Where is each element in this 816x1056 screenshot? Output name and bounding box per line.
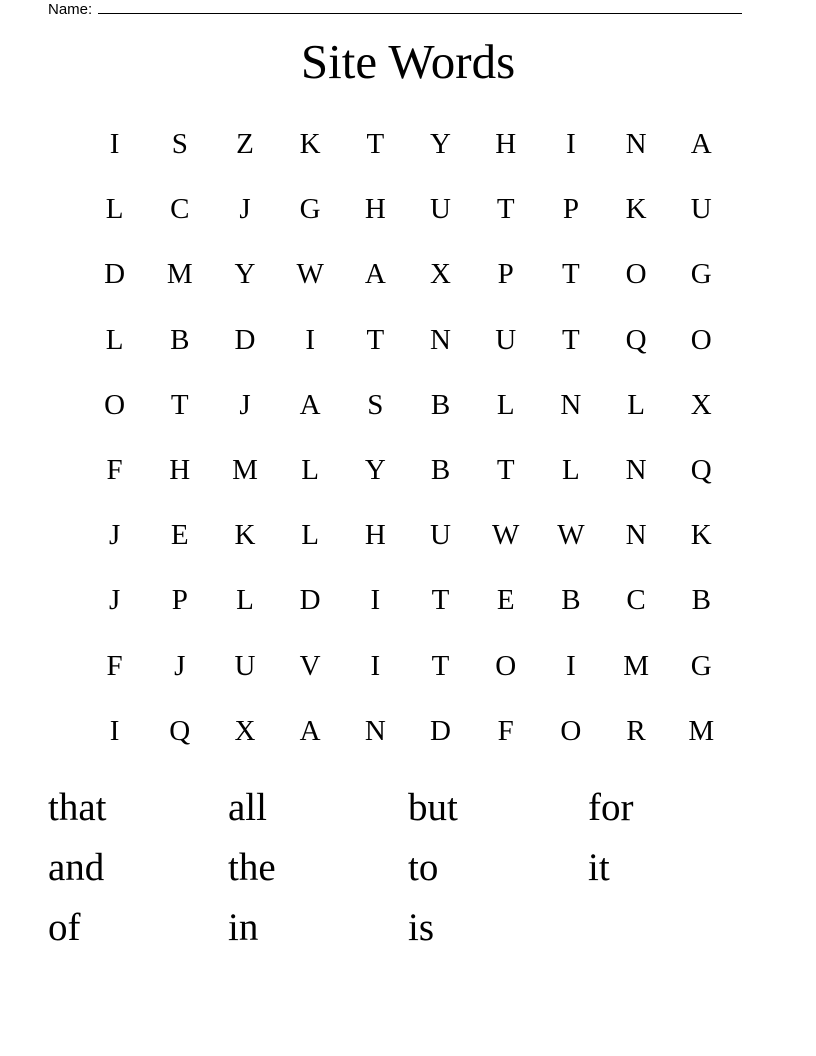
grid-letter: U [234, 649, 256, 682]
grid-letter: X [430, 258, 451, 291]
grid-letter: O [690, 323, 712, 356]
grid-letter: T [431, 649, 450, 682]
grid-letter: P [171, 584, 188, 617]
grid-letter: P [562, 193, 579, 226]
grid-letter: N [364, 714, 386, 747]
word-bank-item: of [48, 906, 81, 949]
grid-letter: V [299, 649, 321, 682]
grid-letter: N [430, 323, 451, 356]
grid-letter: R [626, 714, 646, 747]
word-bank-item: that [48, 786, 107, 829]
grid-letter: K [625, 193, 647, 226]
grid-letter: B [430, 388, 451, 421]
word-bank [48, 778, 768, 958]
word-bank-item: for [588, 786, 634, 829]
word-bank-item: in [228, 906, 259, 949]
grid-letter: T [496, 193, 515, 226]
word-bank-item: and [48, 846, 105, 889]
grid-letter: F [106, 454, 123, 487]
grid-letter: J [174, 649, 186, 682]
grid-letter: N [560, 388, 582, 421]
grid-letter: O [495, 649, 517, 682]
grid-letter: C [170, 193, 190, 226]
grid-letter: J [108, 519, 121, 552]
grid-letter: E [496, 584, 515, 617]
grid-letter: A [364, 258, 386, 291]
grid-letter: I [370, 584, 381, 617]
grid-letter: L [496, 388, 515, 421]
grid-letter: T [562, 323, 580, 356]
word-bank-item: the [228, 846, 276, 889]
grid-letter: L [627, 388, 645, 421]
grid-letter: N [625, 128, 647, 161]
grid-letter: I [566, 128, 576, 161]
grid-letter: N [625, 519, 647, 552]
grid-letter: Y [234, 258, 256, 291]
grid-letter: L [301, 519, 320, 552]
grid-letter: U [430, 519, 451, 552]
grid-letter: G [299, 193, 321, 226]
grid-letter: I [370, 649, 381, 682]
grid-letter: C [626, 584, 646, 617]
grid-letter: T [366, 323, 385, 356]
grid-letter: G [690, 258, 712, 291]
grid-letter: X [234, 714, 256, 747]
grid-letter: M [166, 258, 193, 291]
grid-letter: A [299, 714, 321, 747]
grid-letter: Y [430, 128, 451, 161]
grid-letter: A [690, 128, 712, 161]
name-blank-line[interactable] [98, 13, 742, 14]
grid-letter: Q [169, 714, 191, 747]
grid-letter: D [299, 584, 321, 617]
grid-letter: H [169, 454, 191, 487]
grid-letter: U [495, 323, 517, 356]
grid-letter: B [561, 584, 581, 617]
grid-letter: O [625, 258, 647, 291]
grid-letter: I [109, 714, 120, 747]
grid-letter: L [105, 323, 124, 356]
grid-letter: H [364, 519, 386, 552]
grid-letter: G [690, 649, 712, 682]
grid-letter: M [623, 649, 649, 682]
name-label: Name: [48, 1, 93, 18]
grid-letter: D [430, 714, 451, 747]
grid-letter: U [690, 193, 712, 226]
grid-letter: M [688, 714, 715, 747]
grid-letter: T [562, 258, 580, 291]
grid-letter: H [364, 193, 386, 226]
grid-letter: X [690, 388, 712, 421]
grid-letter: D [104, 258, 126, 291]
grid-letter: T [496, 454, 515, 487]
grid-letter: S [171, 128, 188, 161]
grid-letter: L [562, 454, 580, 487]
grid-letter: Y [364, 454, 386, 487]
grid-letter: J [239, 193, 251, 226]
grid-letter: I [566, 649, 576, 682]
grid-letter: B [691, 584, 711, 617]
grid-letter: K [299, 128, 321, 161]
name-field[interactable] [48, 0, 742, 18]
word-bank-item: all [228, 786, 267, 829]
word-bank-item: but [408, 786, 458, 829]
grid-letter: Z [236, 128, 254, 161]
page-title: Site Words [300, 34, 516, 89]
grid-letter: F [106, 649, 123, 682]
grid-letter: J [239, 388, 251, 421]
grid-letter: W [492, 519, 520, 552]
grid-letter: J [108, 584, 121, 617]
grid-letter: S [367, 388, 384, 421]
word-bank-item: it [588, 846, 610, 889]
grid-letter: O [104, 388, 126, 421]
grid-letter: L [236, 584, 254, 617]
grid-letter: O [560, 714, 582, 747]
grid-letter: F [497, 714, 514, 747]
letter-grid [82, 112, 734, 764]
grid-letter: A [299, 388, 321, 421]
grid-letter: K [234, 519, 256, 552]
grid-letter: B [430, 454, 451, 487]
grid-letter: T [170, 388, 189, 421]
grid-letter: W [557, 519, 585, 552]
grid-letter: P [497, 258, 514, 291]
grid-letter: I [109, 128, 120, 161]
grid-letter: H [495, 128, 517, 161]
grid-letter: N [625, 454, 647, 487]
word-bank-item: to [408, 846, 439, 889]
grid-letter: L [105, 193, 124, 226]
grid-letter: M [232, 454, 258, 487]
grid-letter: U [430, 193, 451, 226]
grid-letter: L [301, 454, 320, 487]
grid-letter: T [366, 128, 385, 161]
grid-letter: Q [690, 454, 712, 487]
grid-letter: D [234, 323, 256, 356]
grid-letter: Q [625, 323, 647, 356]
grid-letter: E [170, 519, 189, 552]
grid-letter: I [305, 323, 315, 356]
grid-letter: K [690, 519, 712, 552]
word-bank-item: is [408, 906, 435, 949]
grid-letter: B [170, 323, 190, 356]
grid-letter: T [431, 584, 450, 617]
grid-letter: W [296, 258, 324, 291]
